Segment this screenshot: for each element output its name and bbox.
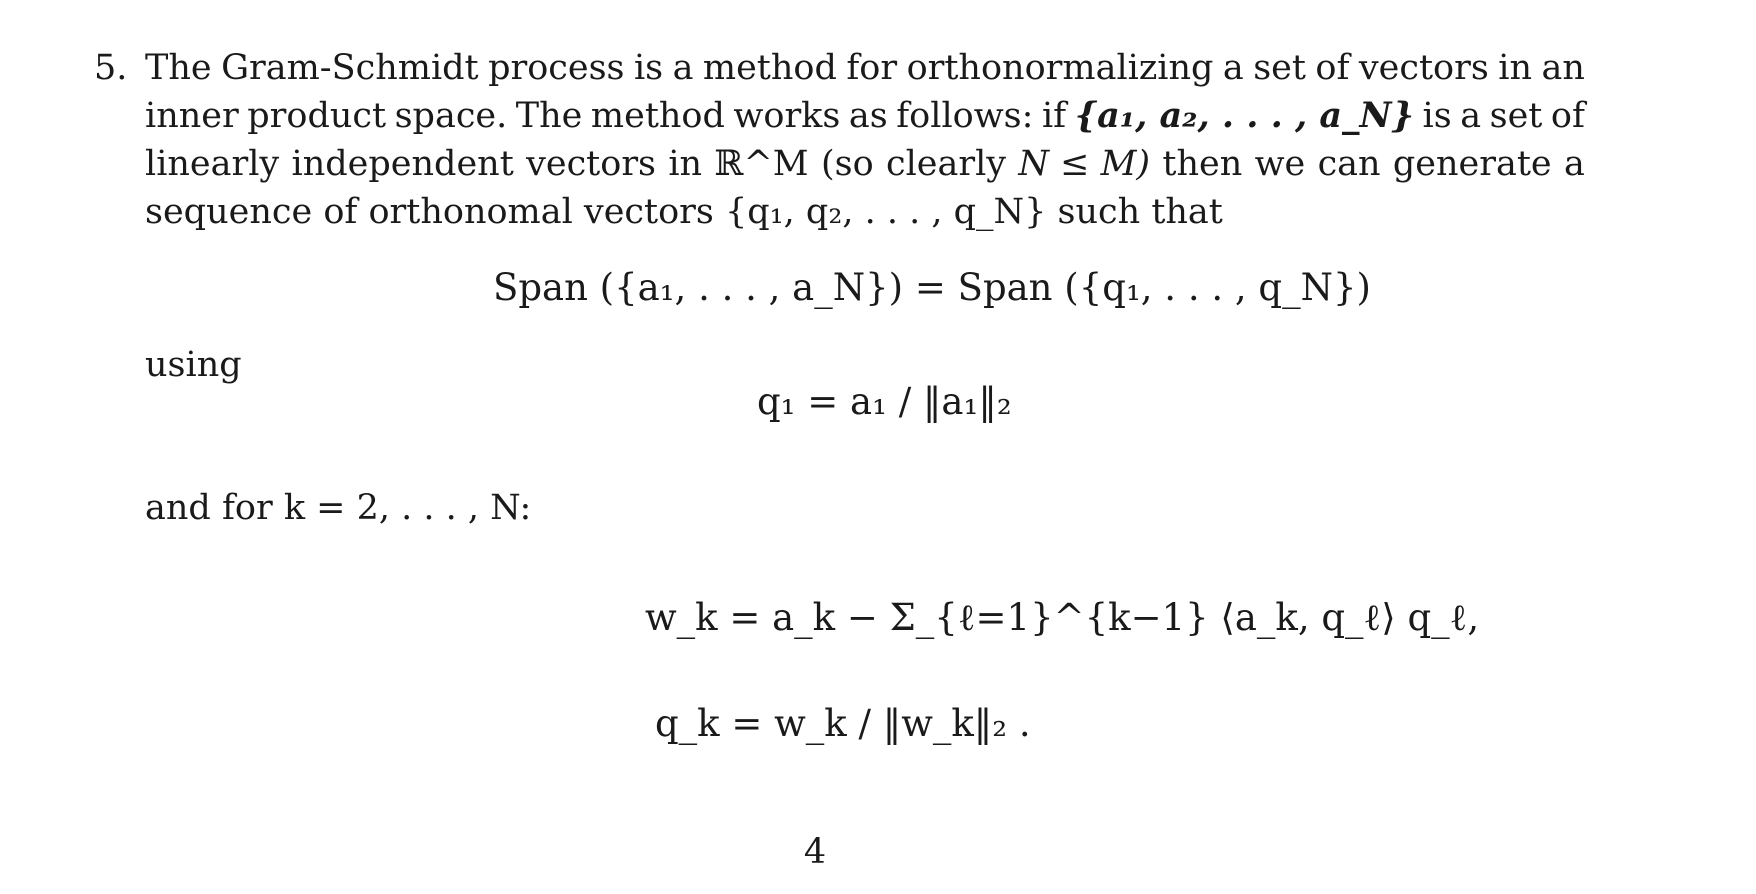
q1-equation: q₁ = a₁ / ‖a₁‖₂ xyxy=(757,380,1012,423)
problem-line-1 xyxy=(145,44,1585,92)
problem-line-3 xyxy=(145,140,1585,188)
real-space-symbol: ℝ^M xyxy=(714,144,809,184)
span-equation: Span ({a₁, . . . , a_N}) = Span ({q₁, . . . , q_N}) xyxy=(493,266,1371,309)
qk-equation: q_k = w_k / ‖w_k‖₂ . xyxy=(655,702,1031,745)
vector-set-a: {a₁, a₂, . . . , a_N} xyxy=(1074,95,1415,136)
wk-equation: w_k = a_k − Σ_{ℓ=1}^{k−1} ⟨a_k, q_ℓ⟩ q_ℓ, xyxy=(645,596,1480,639)
problem-number: 5. xyxy=(94,48,128,88)
n-le-m: N ≤ M) xyxy=(1018,144,1151,184)
for-k-label: and for k = 2, . . . , N: xyxy=(145,488,532,528)
problem-line-1-words: The Gram-Schmidt process is a method for orthonormalizing a set of vectors in an xyxy=(145,48,1585,88)
problem-line-2 xyxy=(145,92,1585,140)
problem-line-4: sequence of orthonomal vectors {q₁, q₂, . . . , q_N} such that xyxy=(145,192,1223,232)
problem-line-3-words: linearly independent vectors in ℝ^M (so clearly N ≤ M) then we can generate a xyxy=(145,140,1585,188)
using-label: using xyxy=(145,345,242,385)
problem-line-2-words: inner product space. The method works as follows: if {a₁, a₂, . . . , a_N} is a set of xyxy=(145,92,1585,140)
page-number: 4 xyxy=(803,832,827,872)
